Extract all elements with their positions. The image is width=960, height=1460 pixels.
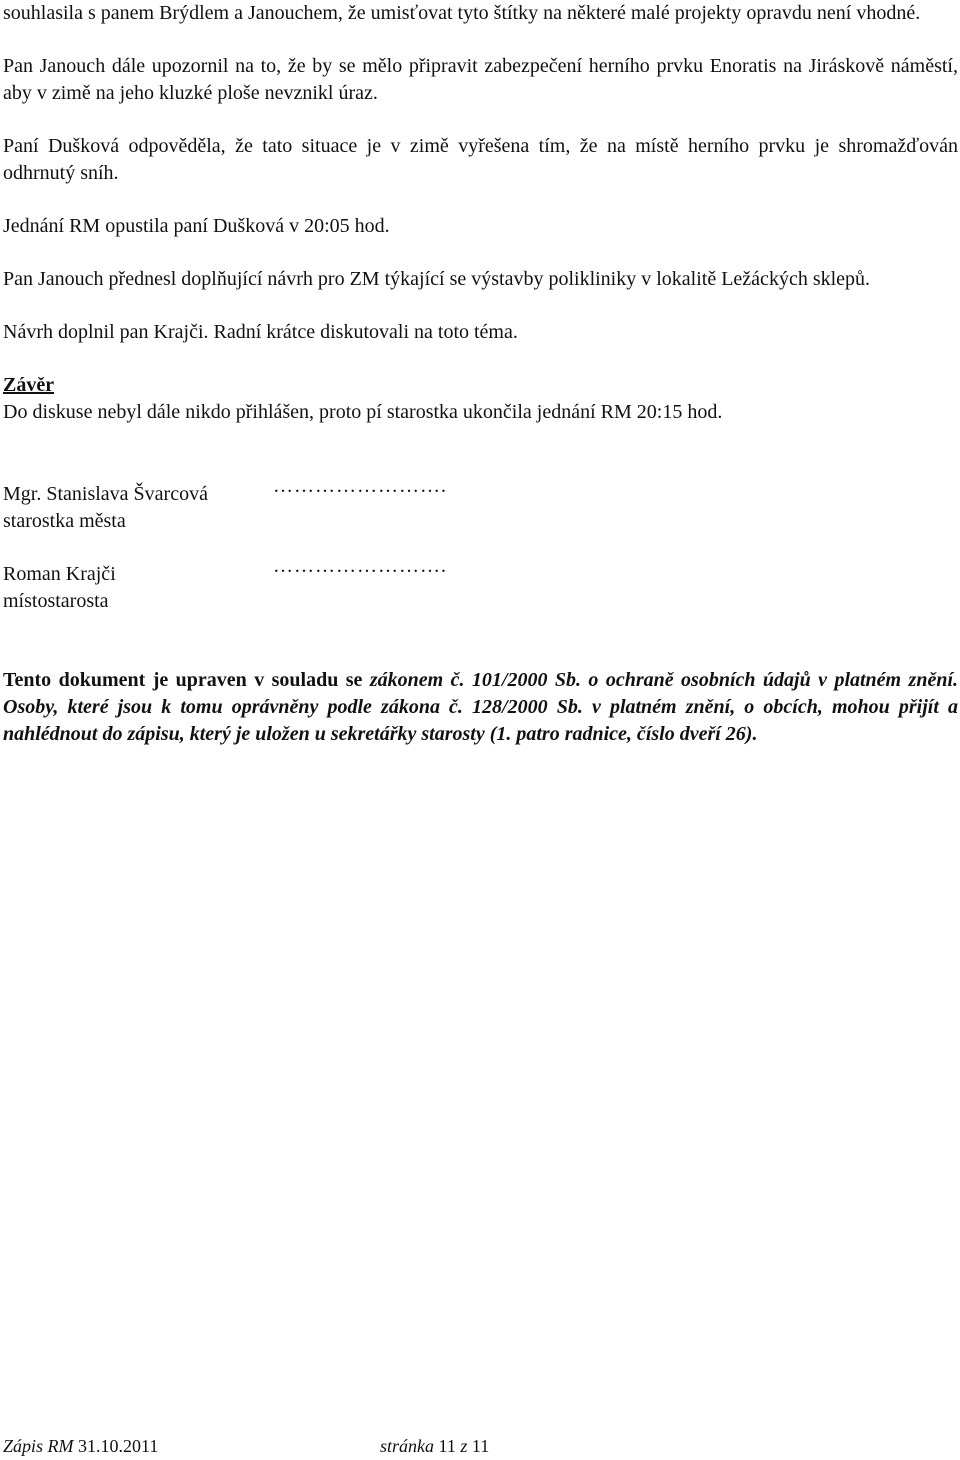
legal-notice-law: zákonem č. 101/2000 Sb. — [369, 669, 581, 691]
footer-doc-label: Zápis RM — [3, 1436, 74, 1456]
signature-role: starostka města — [3, 510, 126, 532]
document-page — [3, 0, 958, 748]
footer-page-of: z — [460, 1436, 468, 1456]
signature-mistostarosta — [3, 555, 958, 615]
signature-name: Mgr. Stanislava Švarcová — [3, 483, 208, 505]
footer-page-total: 11 — [471, 1436, 490, 1456]
signature-line: ……………………. — [273, 475, 447, 497]
paragraph-duskova-odpoved: Paní Dušková odpověděla, že tato situace je v zimě vyřešena tím, že na místě herního prvku je shromažďován odhrnutý sníh. — [3, 135, 958, 184]
signature-name: Roman Krajči — [3, 563, 116, 585]
legal-notice — [3, 667, 958, 748]
signature-line: ……………………. — [273, 555, 447, 577]
conclusion-heading: Závěr — [3, 374, 55, 396]
footer-doc-date: 31.10.2011 — [78, 1436, 159, 1456]
paragraph-enoratis: Pan Janouch dále upozornil na to, že by se mělo připravit zabezpečení herního prvku Enoratis na Jiráskově náměstí, aby v zimě na jeho kluzké ploše nevznikl úraz. — [3, 55, 958, 104]
paragraph-poliklinika: Pan Janouch přednesl doplňující návrh pro ZM týkající se výstavby polikliniky v lokalitě Ležáckých sklepů. — [3, 268, 871, 290]
signature-starostka — [3, 475, 958, 535]
conclusion-text: Do diskuse nebyl dále nikdo přihlášen, proto pí starostka ukončila jednání RM 20:15 hod. — [3, 401, 723, 423]
page-footer — [3, 1434, 490, 1458]
paragraph-stitky: souhlasila s panem Brýdlem a Janouchem, že umisťovat tyto štítky na některé malé projekty opravdu není vhodné. — [3, 2, 921, 24]
legal-notice-rest: o ochraně osobních údajů v platném znění. Osoby, které jsou k tomu oprávněny podle zákona č. 128/2000 Sb. v platném znění, o obcích, mohou přijít a nahlédnout do zápisu, který je uložen u sekretářky starosty (1. patro radnice, číslo dveří 26). — [3, 669, 959, 745]
paragraph-duskova-odchod: Jednání RM opustila paní Dušková v 20:05 hod. — [3, 215, 390, 237]
legal-notice-part1: Tento dokument je upraven v souladu se — [3, 669, 370, 691]
footer-page-label: stránka — [380, 1436, 434, 1456]
footer-page-current: 11 — [438, 1436, 456, 1456]
paragraph-krajci: Návrh doplnil pan Krajči. Radní krátce diskutovali na toto téma. — [3, 321, 518, 343]
signature-role: místostarosta — [3, 590, 109, 612]
